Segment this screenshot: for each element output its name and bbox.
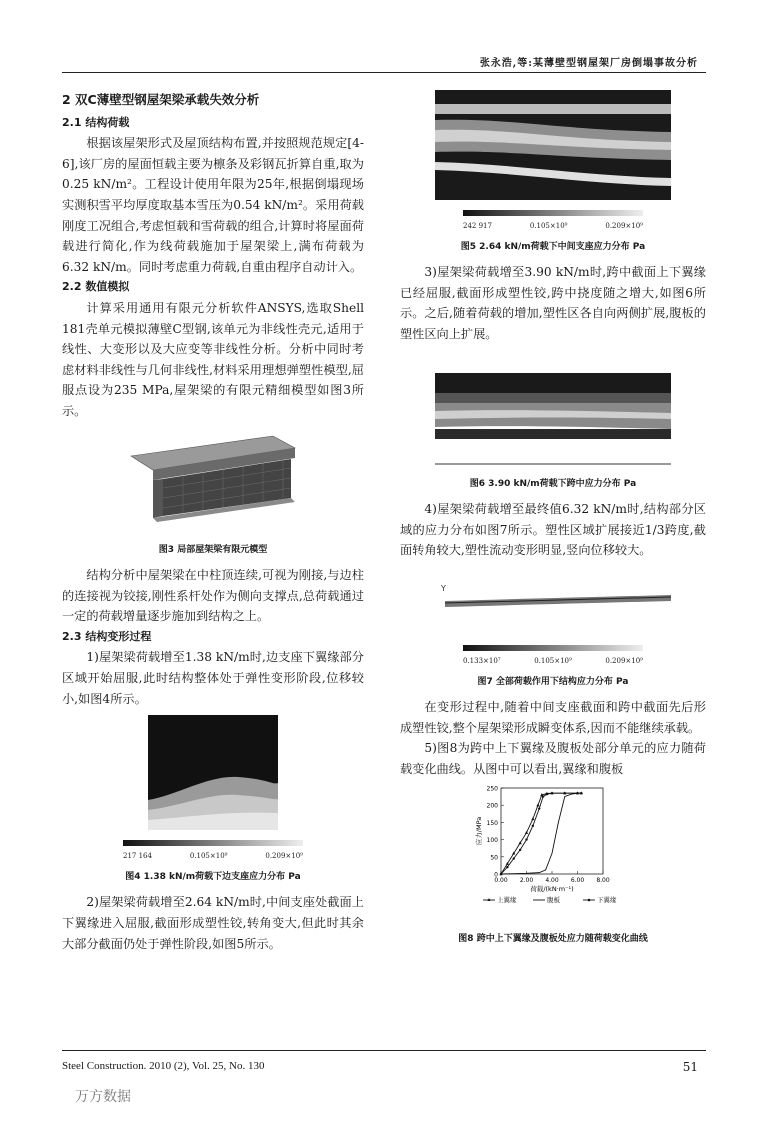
fig5-label-min: 242 917 [463, 221, 492, 230]
x-tick-label: 6.00 [570, 876, 585, 884]
fig4-stress-contour-image [148, 715, 278, 830]
footer-rule [62, 1050, 706, 1051]
y-tick-label: 100 [486, 836, 498, 844]
x-axis-label: 荷载/(kN·m⁻¹) [530, 884, 574, 893]
legend-marker [487, 898, 490, 901]
series-point [580, 791, 582, 793]
series-point [576, 791, 578, 793]
series-point [564, 791, 566, 793]
figure-6-caption: 图6 3.90 kN/m荷载下跨中应力分布 Pa [469, 479, 637, 490]
figure-4-caption: 图4 1.38 kN/m荷载下边支座应力分布 Pa [125, 872, 301, 883]
fig8-stress-load-chart [453, 782, 653, 922]
fig7-colorbar-labels [463, 651, 643, 672]
section-2-1-paragraph: 根据该屋架形式及屋顶结构布置,并按照规范规定[4-6],该厂房的屋面恒载主要为檩条及彩钢瓦折算自重,取为0.25 kN/m²。工程设计使用年限为25年,根据倒塌现场实测积雪平均厚度取基本雪压为0.54 kN/m²。采用荷载刚度工况组合,考虑恒载和雪荷载的组合,计算时将屋面荷载进行简化,作为线荷载施加于屋架梁上,满布荷载为6.32 kN/m。同时考虑重力荷载,自重由程序自动计入。 [62, 136, 364, 274]
fig7-stress-contour-image [435, 575, 671, 635]
fig3-fe-model-image [123, 428, 303, 533]
header-rule [62, 72, 706, 73]
section-2-3-paragraph-3: 3)屋架梁荷载增至3.90 kN/m时,跨中截面上下翼缘已经屈服,截面形成塑性铰,跨中挠度随之增大,如图6所示。之后,随着荷载的增加,塑性区各自向两侧扩展,腹板的塑性区向上扩展。 [400, 265, 706, 341]
running-header: 张永浩,等:某薄壁型钢屋架厂房倒塌事故分析 [479, 58, 698, 69]
section-2-2-paragraph-1: 计算采用通用有限元分析软件ANSYS,选取Shell 181壳单元模拟薄壁C型钢,该单元为非线性壳元,适用于线性、大变形以及大应变等非线性分析。分析中同时考虑材料非线性与几何非线性,材料采用理想弹塑性模型,屈服点设为235 MPa,屋架梁的有限元精细模型如图3所示。 [62, 300, 364, 418]
section-2-3-title: 2.3 结构变形过程 [62, 629, 152, 643]
series-line-2 [501, 793, 581, 874]
series-point [513, 857, 515, 859]
fig4-label-max: 0.209×10⁹ [265, 851, 303, 860]
legend-label: 上翼缘 [497, 895, 517, 904]
figure-8-caption: 图8 跨中上下翼缘及腹板处应力随荷载变化曲线 [458, 934, 648, 945]
y-tick-label: 250 [486, 785, 498, 792]
series-point [538, 807, 540, 809]
fig7-label-mid: 0.105×10⁹ [534, 656, 572, 665]
figure-7-caption: 图7 全部荷载作用下结构应力分布 Pa [477, 677, 629, 688]
series-point [531, 817, 534, 820]
fig6-stress-contour-image [435, 367, 671, 467]
section-2-3-paragraph-4: 4)屋架梁荷载增至最终值6.32 kN/m时,结构部分区域的应力分布如图7所示。塑性区域扩展接近1/3跨度,截面转角较大,塑性流动变形明显,竖向位移较大。 [400, 502, 706, 558]
left-column [62, 90, 364, 954]
figure-5-caption: 图5 2.64 kN/m荷载下中间支座应力分布 Pa [460, 242, 646, 253]
fig4-label-mid: 0.105×10⁹ [189, 851, 228, 860]
journal-citation: Steel Construction. 2010 (2), Vol. 25, No. 130 [62, 1060, 265, 1072]
series-point [542, 795, 544, 797]
y-axis-label: 应力/MPa [475, 816, 483, 845]
right-column [400, 90, 706, 954]
section-2-3-paragraph-1: 1)屋架梁荷载增至1.38 kN/m时,边支座下翼缘部分区域开始屈服,此时结构整体处于弹性变形阶段,位移较小,如图4所示。 [62, 650, 364, 706]
x-tick-label: 8.00 [596, 876, 610, 884]
fig5-colorbar-labels [463, 216, 643, 237]
series-point [551, 791, 553, 793]
figure-3-caption: 图3 局部屋架梁有限元模型 [158, 545, 268, 556]
series-point [519, 848, 521, 850]
series-point [500, 872, 502, 874]
section-2-1-title: 2.1 结构荷载 [62, 115, 130, 129]
y-tick-label: 0 [494, 871, 498, 878]
series-point [536, 803, 539, 806]
figure-8 [400, 782, 706, 929]
figure-6 [400, 367, 706, 474]
fig7-label-min: 0.133×10⁷ [463, 656, 501, 665]
series-line-0 [501, 793, 581, 874]
x-tick-label: 0.00 [494, 876, 508, 884]
x-tick-label: 2.00 [519, 876, 534, 884]
y-tick-label: 150 [486, 819, 498, 827]
legend-label: 腹板 [547, 895, 560, 904]
figure-3 [62, 428, 364, 540]
fig7-label-max: 0.209×10⁹ [605, 656, 643, 665]
legend-label: 下翼缘 [597, 895, 617, 904]
section-2-title: 2 双C薄壁型钢屋架梁承载失效分析 [62, 92, 260, 107]
legend-marker [588, 898, 591, 901]
fig5-label-max: 0.209×10⁹ [605, 221, 643, 230]
series-point [525, 838, 527, 840]
section-2-2-paragraph-2: 结构分析中屋架梁在中柱顶连续,可视为刚接,与边柱的连接视为铰接,刚性系杆处作为侧向支撑点,总荷载通过一定的荷载增量逐步施加到结构之上。 [62, 568, 364, 624]
x-tick-label: 4.00 [545, 876, 559, 884]
figure-5 [400, 90, 706, 236]
section-2-3-paragraph-6: 5)图8为跨中上下翼缘及腹板处部分单元的应力随荷载变化曲线。从图中可以看出,翼缘和腹板 [400, 741, 706, 776]
fig4-label-min: 217 164 [123, 851, 152, 860]
fig4-colorbar-labels [123, 846, 303, 867]
section-2-3-paragraph-2: 2)屋架梁荷载增至2.64 kN/m时,中间支座处截面上下翼缘进入屈服,截面形成塑性铰,转角变大,但此时其余大部分截面仍处于弹性阶段,如图5所示。 [62, 895, 364, 951]
page-number: 51 [682, 1060, 698, 1074]
series-point [506, 865, 508, 867]
y-tick-label: 50 [490, 853, 498, 861]
chart-plot-frame [501, 788, 603, 874]
figure-7 [400, 575, 706, 671]
section-2-2-title: 2.2 数值模拟 [62, 280, 130, 294]
fig7-axis-label: Y [441, 583, 446, 593]
series-point [546, 792, 548, 794]
series-line-1 [501, 793, 581, 874]
fig5-label-mid: 0.105×10⁹ [529, 221, 568, 230]
fig5-stress-contour-image [435, 90, 671, 200]
watermark: 万方数据 [75, 1089, 131, 1105]
y-tick-label: 200 [486, 802, 498, 810]
figure-4 [62, 715, 364, 866]
series-point [532, 824, 534, 826]
section-2-3-paragraph-5: 在变形过程中,随着中间支座截面和跨中截面先后形成塑性铰,整个屋架梁形成瞬变体系,因而不能继续承载。 [400, 700, 706, 735]
